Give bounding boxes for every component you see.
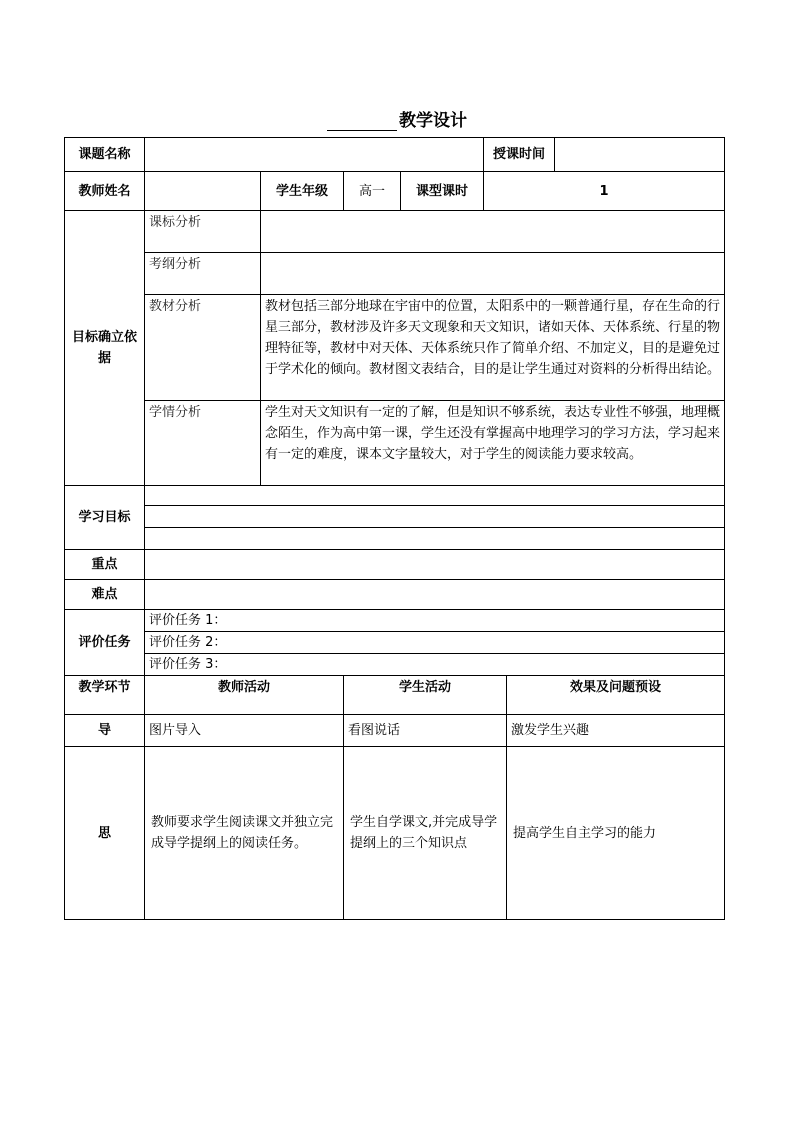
key-point-text[interactable] [145,550,725,580]
row-student-analysis [65,401,725,486]
effect-cell[interactable]: 提高学生自主学习的能力 [507,747,725,920]
standard-analysis-text[interactable] [261,211,725,253]
exam-analysis-text[interactable] [261,253,725,295]
row-eval-1 [65,610,725,632]
difficulty-text[interactable] [145,580,725,610]
title-blank-line [327,110,397,131]
period-label: 课型课时 [401,172,484,211]
table-row [65,715,725,747]
evaluation-label: 评价任务 [65,610,145,676]
evaluation-task-3[interactable]: 评价任务 3： [145,654,725,676]
student-activity-cell[interactable]: 看图说话 [344,715,507,747]
row-standard-analysis [65,211,725,253]
document-title [0,106,794,131]
topic-label: 课题名称 [65,138,145,172]
student-analysis-text[interactable]: 学生对天文知识有一定的了解，但是知识不够系统，表达专业性不够强，地理概念陌生，作为高中第一课，学生还没有掌握高中地理学习的学习方法，学习起来有一定的难度，课本文字量较大，对于学生的阅读能力要求较高。 [261,401,725,486]
row-objective-1 [65,486,725,506]
period-value[interactable]: 1 [484,172,725,211]
stage-cell: 导 [65,715,145,747]
table-row [65,747,725,920]
key-point-label: 重点 [65,550,145,580]
row-process-header [65,676,725,715]
teacher-value[interactable] [145,172,261,211]
row-teacher [65,172,725,211]
row-key-point [65,550,725,580]
header-student-activity: 学生活动 [344,676,507,715]
grade-label: 学生年级 [261,172,344,211]
row-exam-analysis [65,253,725,295]
teacher-activity-cell[interactable]: 图片导入 [145,715,344,747]
title-text: 教学设计 [399,111,467,131]
row-eval-2 [65,632,725,654]
difficulty-label: 难点 [65,580,145,610]
time-label: 授课时间 [484,138,555,172]
student-analysis-label: 学情分析 [145,401,261,486]
row-difficulty [65,580,725,610]
header-effect: 效果及问题预设 [507,676,725,715]
textbook-analysis-text[interactable]: 教材包括三部分地球在宇宙中的位置，太阳系中的一颗普通行星，存在生命的行星三部分，教材涉及许多天文现象和天文知识，诸如天体、天体系统、行星的物理特征等，教材中对天体、天体系统只作了简单介绍、不加定义，目的是避免过于学术化的倾向。教材图文表结合，目的是让学生通过对资料的分析得出结论。 [261,295,725,401]
standard-analysis-label: 课标分析 [145,211,261,253]
row-topic [65,138,725,172]
stage-cell: 思 [65,747,145,920]
row-objective-2 [65,506,725,528]
time-value[interactable] [555,138,725,172]
row-textbook-analysis [65,295,725,401]
objective-line-1[interactable] [145,486,725,506]
evaluation-task-1[interactable]: 评价任务 1： [145,610,725,632]
header-stage: 教学环节 [65,676,145,715]
exam-analysis-label: 考纲分析 [145,253,261,295]
header-teacher-activity: 教师活动 [145,676,344,715]
student-activity-cell[interactable]: 学生自学课文,并完成导学提纲上的三个知识点 [344,747,507,920]
teacher-label: 教师姓名 [65,172,145,211]
effect-cell[interactable]: 激发学生兴趣 [507,715,725,747]
objective-line-3[interactable] [145,528,725,550]
basis-label: 目标确立依据 [65,211,145,486]
lesson-plan-table [64,137,725,920]
row-eval-3 [65,654,725,676]
topic-value[interactable] [145,138,484,172]
objectives-label: 学习目标 [65,486,145,550]
row-objective-3 [65,528,725,550]
teacher-activity-cell[interactable]: 教师要求学生阅读课文并独立完成导学提纲上的阅读任务。 [145,747,344,920]
grade-value[interactable]: 高一 [344,172,401,211]
textbook-analysis-label: 教材分析 [145,295,261,401]
objective-line-2[interactable] [145,506,725,528]
evaluation-task-2[interactable]: 评价任务 2： [145,632,725,654]
